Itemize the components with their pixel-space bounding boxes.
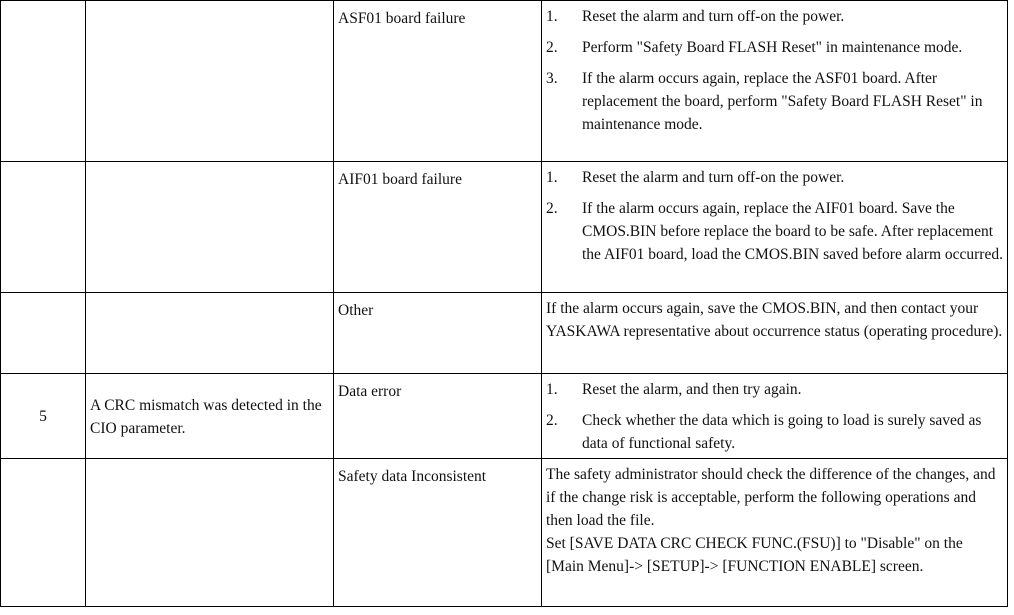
table-row: [1, 1, 1008, 162]
cause-cell: AIF01 board failure: [334, 162, 542, 293]
condition-cell: [86, 1, 334, 162]
step-text: If the alarm occurs again, replace the AIF01 board. Save the CMOS.BIN before replace the board to be safe. After replacement the AIF01 board, load the CMOS.BIN saved before alarm occurred.: [582, 200, 1003, 263]
alarm-number-cell: [1, 1, 86, 162]
step-text: Reset the alarm, and then try again.: [582, 381, 802, 398]
alarm-number-cell: [1, 162, 86, 293]
table-row: [1, 459, 1008, 607]
step-number: 1.: [546, 381, 558, 398]
remedy-step: [546, 67, 1003, 136]
step-number: 2.: [546, 200, 558, 217]
remedy-cell: [542, 162, 1008, 293]
table-row: [1, 162, 1008, 293]
remedy-step: [546, 5, 1003, 28]
step-number: 2.: [546, 412, 558, 429]
cause-cell: Other: [334, 293, 542, 374]
condition-cell: [86, 162, 334, 293]
remedy-step: [546, 409, 1003, 455]
alarm-number-cell: [1, 459, 86, 607]
remedy-cell: [542, 1, 1008, 162]
cause-cell: Safety data Inconsistent: [334, 459, 542, 607]
condition-cell: [86, 293, 334, 374]
table-row: [1, 293, 1008, 374]
step-number: 3.: [546, 70, 558, 87]
step-text: Reset the alarm and turn off-on the power.: [582, 8, 845, 25]
step-number: 2.: [546, 39, 558, 56]
remedy-step: [546, 36, 1003, 59]
step-text: Check whether the data which is going to load is surely saved as data of functional safety.: [582, 412, 982, 452]
table-row: [1, 374, 1008, 459]
condition-cell: A CRC mismatch was detected in the CIO parameter.: [86, 374, 334, 459]
step-number: 1.: [546, 169, 558, 186]
alarm-number-cell: [1, 293, 86, 374]
step-text: Perform "Safety Board FLASH Reset" in maintenance mode.: [582, 39, 963, 56]
alarm-number-cell: 5: [1, 374, 86, 459]
remedy-step: [546, 197, 1003, 266]
remedy-text: If the alarm occurs again, save the CMOS.BIN, and then contact your YASKAWA representative about occurrence status (operating procedure).: [546, 300, 1003, 340]
remedy-step: [546, 166, 1003, 189]
step-text: Reset the alarm and turn off-on the power.: [582, 169, 845, 186]
cause-cell: Data error: [334, 374, 542, 459]
step-text: If the alarm occurs again, replace the ASF01 board. After replacement the board, perform "Safety Board FLASH Reset" in maintenance mode.: [582, 70, 983, 133]
cause-cell: ASF01 board failure: [334, 1, 542, 162]
remedy-step: [546, 378, 1003, 401]
remedy-cell: [542, 374, 1008, 459]
condition-cell: [86, 459, 334, 607]
step-number: 1.: [546, 8, 558, 25]
remedy-text: Set [SAVE DATA CRC CHECK FUNC.(FSU)] to "Disable" on the [Main Menu]-> [SETUP]-> [FUNCTION ENABLE] screen.: [546, 535, 963, 575]
remedy-cell: [542, 293, 1008, 374]
remedy-cell: [542, 459, 1008, 607]
remedy-text: The safety administrator should check the difference of the changes, and if the change risk is acceptable, perform the following operations and then load the file.: [546, 466, 996, 529]
